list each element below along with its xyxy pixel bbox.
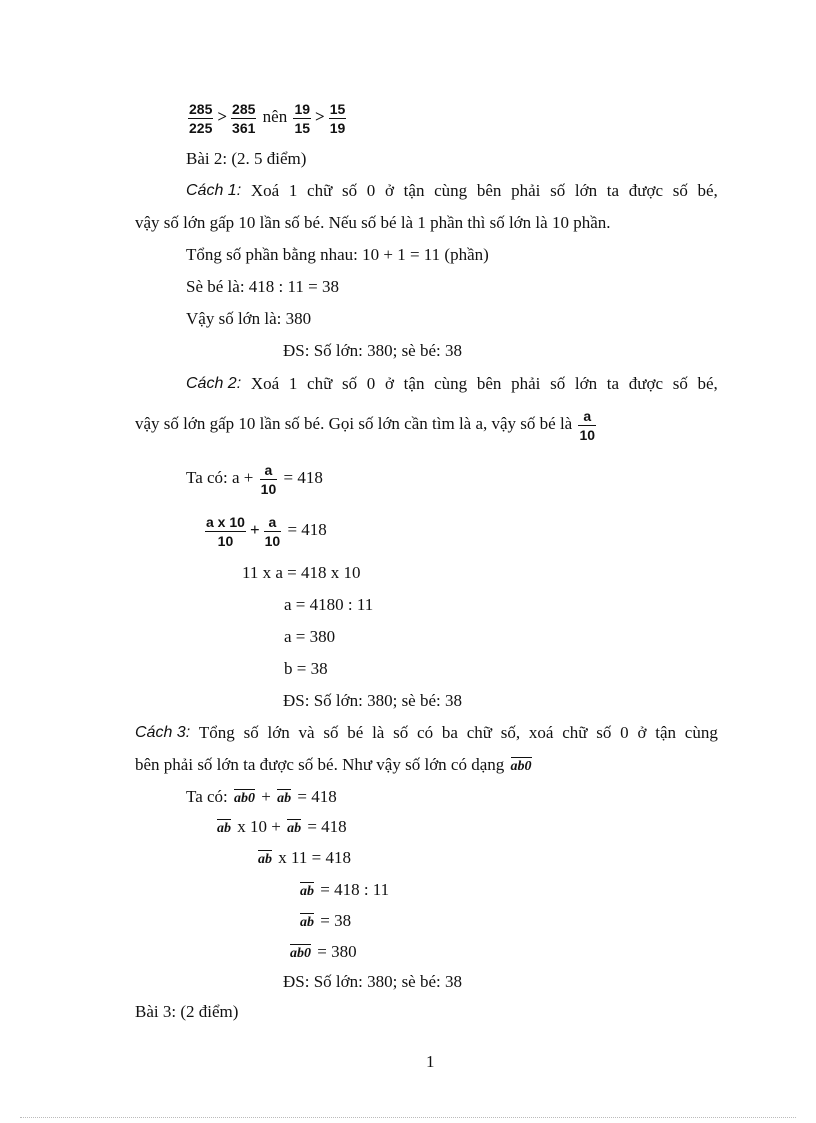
cach3-line1: Cách 3: Tổng số lớn và số bé là số có ba chữ số, xoá chữ số 0 ở tận cùng [135,723,718,742]
overline-number: ab [300,884,314,899]
overline-number: ab [258,852,272,867]
fraction: $\frac{a}{10}$ [579,407,596,443]
bai2-heading: Bài 2: (2. 5 điểm) [186,149,307,168]
cach2-line1: Cách 2: Xoá 1 chữ số 0 ở tận cùng bên phải số lớn ta được số bé, [186,374,718,393]
cach3-eq4: ab = 418 : 11 [300,880,390,899]
cach3-eq1: Ta có: ab0 + ab = 418 [186,787,337,806]
cach2-eq2: $\frac{\text{a x 10}}{10}$ + $\frac{a}{10}$ = 418 [206,513,327,549]
cach3-answer: ĐS: Số lớn: 380; sè bé: 38 [283,972,462,991]
fraction: $\frac{a}{10}$ [260,461,277,497]
cach1-answer: ĐS: Số lớn: 380; sè bé: 38 [283,341,462,360]
fraction: $\frac{a}{10}$ [264,513,281,549]
overline-number: ab [287,821,302,836]
overline-number: ab0 [290,946,311,961]
fraction: $\frac{15}{19}$ [329,100,346,136]
cach2-answer: ĐS: Số lớn: 380; sè bé: 38 [283,691,462,710]
cach1-line5: Vậy số lớn là: 380 [186,309,312,328]
overline-number: ab [277,791,292,806]
cach3-eq6: ab0 = 380 [290,942,357,961]
cach2-eq3: 11 x a = 418 x 10 [242,563,361,582]
cach2-eq6: b = 38 [284,659,328,678]
cach3-line2: bên phải số lớn ta được số bé. Như vậy số lớn có dạng ab0 [135,755,532,774]
cach2-line2: vậy số lớn gấp 10 lần số bé. Gọi số lớn cần tìm là a, vậy số bé là $\frac{a}{10}$ [135,407,596,443]
overline-number: ab [217,821,231,836]
cach3-eq5: ab = 38 [300,911,352,930]
page-number: 1 [426,1052,435,1071]
cach1-line2: vậy số lớn gấp 10 lần số bé. Nếu số bé là 1 phần thì số lớn là 10 phần. [135,213,611,232]
bai3-heading: Bài 3: (2 điểm) [135,1002,239,1021]
fraction-comparison: $\frac{285}{225}$ > $\frac{285}{361}$ nên $\frac{19}{15}$ > $\frac{15}{19}$ [189,100,346,136]
cach2-eq1: Ta có: a + $\frac{a}{10}$ = 418 [186,461,323,497]
footer-divider [20,1117,796,1118]
cach1-line3: Tổng số phần bằng nhau: 10 + 1 = 11 (phần) [186,245,489,264]
overline-number: ab0 [234,791,256,806]
cach3-eq2: ab x 10 + ab = 418 [217,817,347,836]
cach1-line4: Sè bé là: 418 : 11 = 38 [186,277,339,296]
fraction: $\frac{\text{a x 10}}{10}$ [206,513,245,549]
fraction: $\frac{285}{361}$ [232,100,256,136]
fraction: $\frac{19}{15}$ [294,100,311,136]
overline-number: ab0 [510,759,532,774]
cach3-eq3: ab x 11 = 418 [258,848,351,867]
fraction: $\frac{285}{225}$ [189,100,213,136]
overline-number: ab [300,915,314,930]
cach2-eq5: a = 380 [284,627,336,646]
cach1-line1: Cách 1: Xoá 1 chữ số 0 ở tận cùng bên phải số lớn ta được số bé, [186,181,718,200]
cach2-eq4: a = 4180 : 11 [284,595,374,614]
